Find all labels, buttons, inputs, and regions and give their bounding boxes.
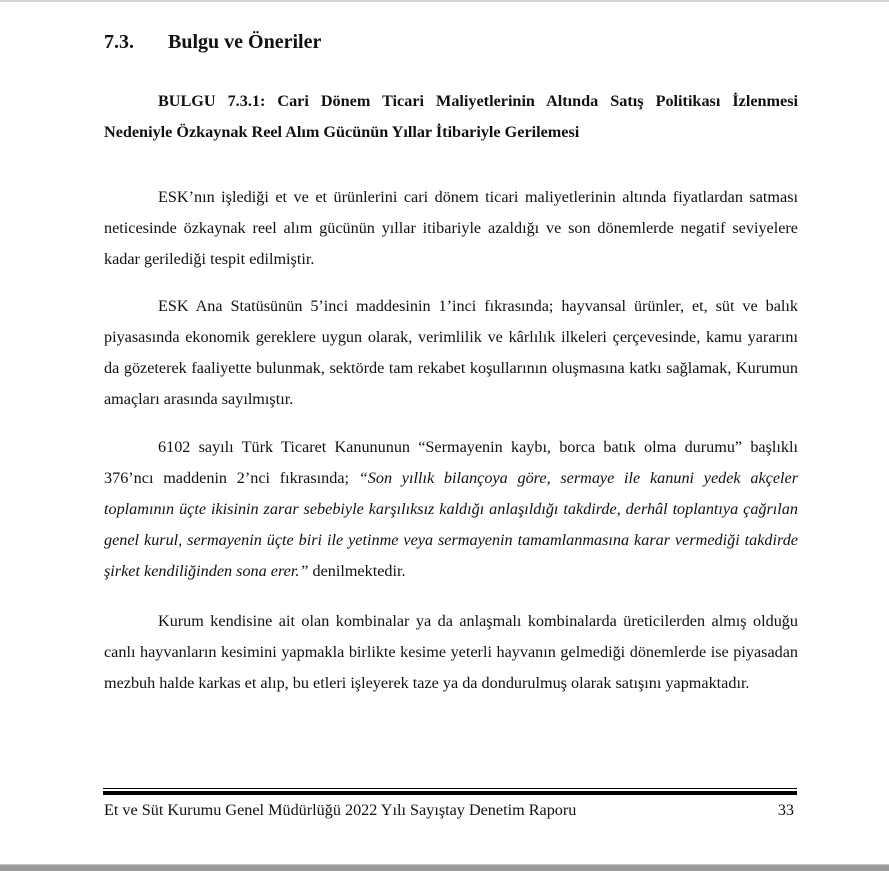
section-heading bbox=[104, 31, 321, 54]
section-number: 7.3. bbox=[104, 31, 134, 53]
commercial-code-intro: 6102 sayılı Türk Ticaret Kanununun “Sermayenin kaybı, borca batık olma durumu” başlıklı 376’ncı maddenin 2’nci fıkrasında; bbox=[104, 438, 798, 488]
viewer-bottom-bar bbox=[0, 864, 889, 871]
paragraph-statute: ESK Ana Statüsünün 5’inci maddesinin 1’inci fıkrasında; hayvansal ürünler, et, süt ve balık piyasasında ekonomik gereklere uygun olarak, verimlilik ve kârlılık ilkeleri çerçevesinde, kamu yararını da gözeterek faaliyette bulunmak, sektörde tam rekabet koşullarının oluşmasına katkı sağlamak, Kurumun amaçları arasında sayılmıştır. bbox=[104, 297, 798, 409]
footer-report-title: Et ve Süt Kurumu Genel Müdürlüğü 2022 Yılı Sayıştay Denetim Raporu bbox=[104, 801, 577, 819]
page-number: 33 bbox=[777, 801, 794, 819]
footer-rule-thin bbox=[103, 788, 797, 789]
paragraph-commercial-code bbox=[104, 432, 798, 587]
paragraph-finding-summary: ESK’nın işlediği et ve et ürünlerini cari dönem ticari maliyetlerinin altında fiyatlardan satması neticesinde özkaynak reel alım gücünün yıllar itibariyle azaldığı ve son dönemlerde negatif seviyelere kadar gerilediği tespit edilmiştir. bbox=[104, 188, 798, 269]
footer-rule-thick bbox=[103, 791, 797, 795]
section-title: Bulgu ve Öneriler bbox=[168, 31, 322, 53]
document-page bbox=[0, 2, 889, 864]
finding-title: BULGU 7.3.1: Cari Dönem Ticari Maliyetlerinin Altında Satış Politikası İzlenmesi Nedeniyle Özkaynak Reel Alım Gücünün Yıllar İtibariyle Gerilemesi bbox=[104, 92, 798, 141]
commercial-code-quote: “Son yıllık bilançoya göre, sermaye ile kanuni yedek akçeler toplamının üçte ikisinin zarar sebebiyle karşılıksız kaldığı anlaşıldığı takdirde, derhâl toplantıya çağrılan genel kurul, sermayenin üçte biri ile yetinme veya sermayenin tamamlanmasına karar vermediği takdirde şirket kendiliğinden sona erer.” bbox=[104, 469, 798, 581]
paragraph-operations: Kurum kendisine ait olan kombinalar ya da anlaşmalı kombinalarda üreticilerden almış olduğu canlı hayvanların kesimini yapmakla birlikte kesime yeterli hayvanın gelmediği dönemlerde ise piyasadan mezbuh halde karkas et alıp, bu etleri işleyerek taze ya da dondurulmuş olarak satışını yapmaktadır. bbox=[104, 612, 798, 693]
commercial-code-outro: denilmektedir. bbox=[308, 562, 406, 581]
